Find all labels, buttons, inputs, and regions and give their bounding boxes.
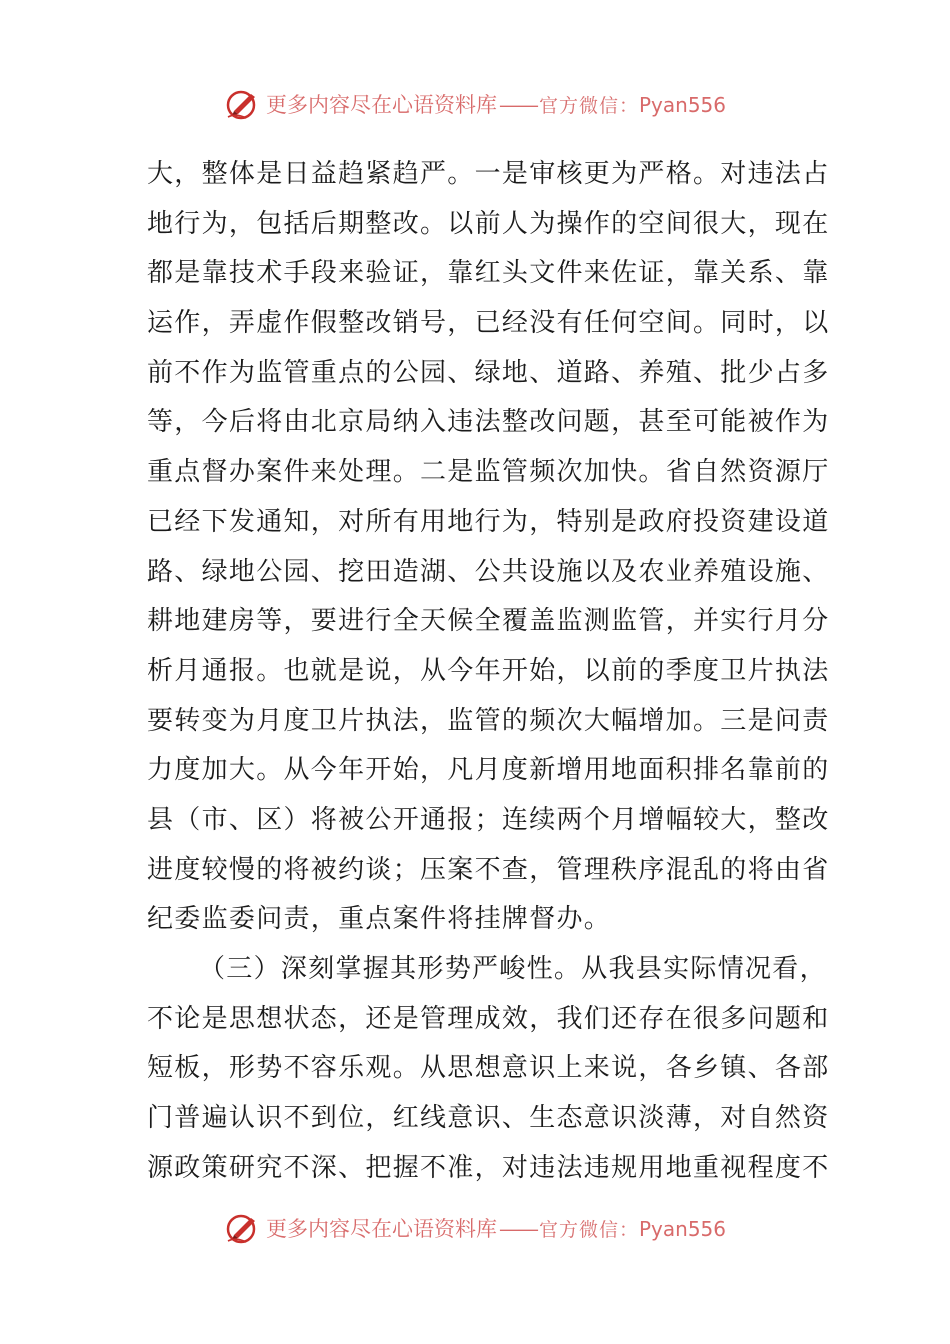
text-line: 耕地建房等，要进行全天候全覆盖监测监管，并实行月分 (147, 606, 830, 637)
banner-text (266, 1213, 726, 1243)
text-line: 大，整体是日益趋紧趋严。一是审核更为严格。对违法占 (147, 159, 830, 189)
text-line: 源政策研究不深、把握不准，对违法违规用地重视程度不 (147, 1152, 830, 1183)
text-line: 要转变为月度卫片执法，监管的频次大幅增加。三是问责 (147, 705, 830, 736)
banner-dash: —— (498, 93, 537, 117)
banner-text (266, 89, 726, 119)
banner-wechat-label: 官方微信： (538, 1219, 639, 1241)
section-heading-line: （三）深刻掌握其形势严峻性。从我县实际情况看， (199, 954, 827, 984)
text-line: 短板，形势不容乐观。从思想意识上来说，各乡镇、各部 (147, 1053, 830, 1084)
banner-title: 更多内容尽在心语资料库 (265, 93, 497, 117)
text-line: 地行为，包括后期整改。以前人为操作的空间很大，现在 (147, 208, 830, 239)
text-line: 门普遍认识不到位，红线意识、生态意识淡薄，对自然资 (147, 1103, 830, 1134)
text-line: 都是靠技术手段来验证，靠红头文件来佐证，靠关系、靠 (147, 258, 830, 289)
text-line: 已经下发通知，对所有用地行为，特别是政府投资建设道 (147, 506, 830, 537)
header-banner (0, 84, 950, 124)
text-line: 前不作为监管重点的公园、绿地、道路、养殖、批少占多 (147, 357, 830, 388)
banner-dash: —— (498, 1217, 537, 1241)
text-line: 县（市、区）将被公开通报；连续两个月增幅较大，整改 (147, 804, 830, 835)
text-line: 重点督办案件来处理。二是监管频次加快。省自然资源厅 (147, 457, 830, 488)
footer-banner (0, 1208, 950, 1248)
pen-logo-icon (224, 87, 262, 121)
text-line: 力度加大。从今年开始，凡月度新增用地面积排名靠前的 (147, 755, 830, 786)
banner-wechat-id: Pyan556 (639, 93, 727, 117)
document-body (147, 150, 830, 1193)
text-line: 路、绿地公园、挖田造湖、公共设施以及农业养殖设施、 (147, 556, 830, 587)
banner-wechat-label: 官方微信： (538, 95, 639, 117)
text-line: 运作，弄虚作假整改销号，已经没有任何空间。同时，以 (147, 308, 830, 339)
text-line: 纪委监委问责，重点案件将挂牌督办。 (147, 904, 612, 935)
text-line: 进度较慢的将被约谈；压案不查，管理秩序混乱的将由省 (147, 854, 830, 885)
text-line: 析月通报。也就是说，从今年开始，以前的季度卫片执法 (147, 655, 830, 686)
text-line: 不论是思想状态，还是管理成效，我们还存在很多问题和 (147, 1003, 830, 1034)
banner-wechat-id: Pyan556 (639, 1217, 727, 1241)
banner-title: 更多内容尽在心语资料库 (265, 1217, 497, 1241)
text-line: 等，今后将由北京局纳入违法整改问题，甚至可能被作为 (147, 407, 830, 438)
pen-logo-icon (224, 1211, 262, 1245)
